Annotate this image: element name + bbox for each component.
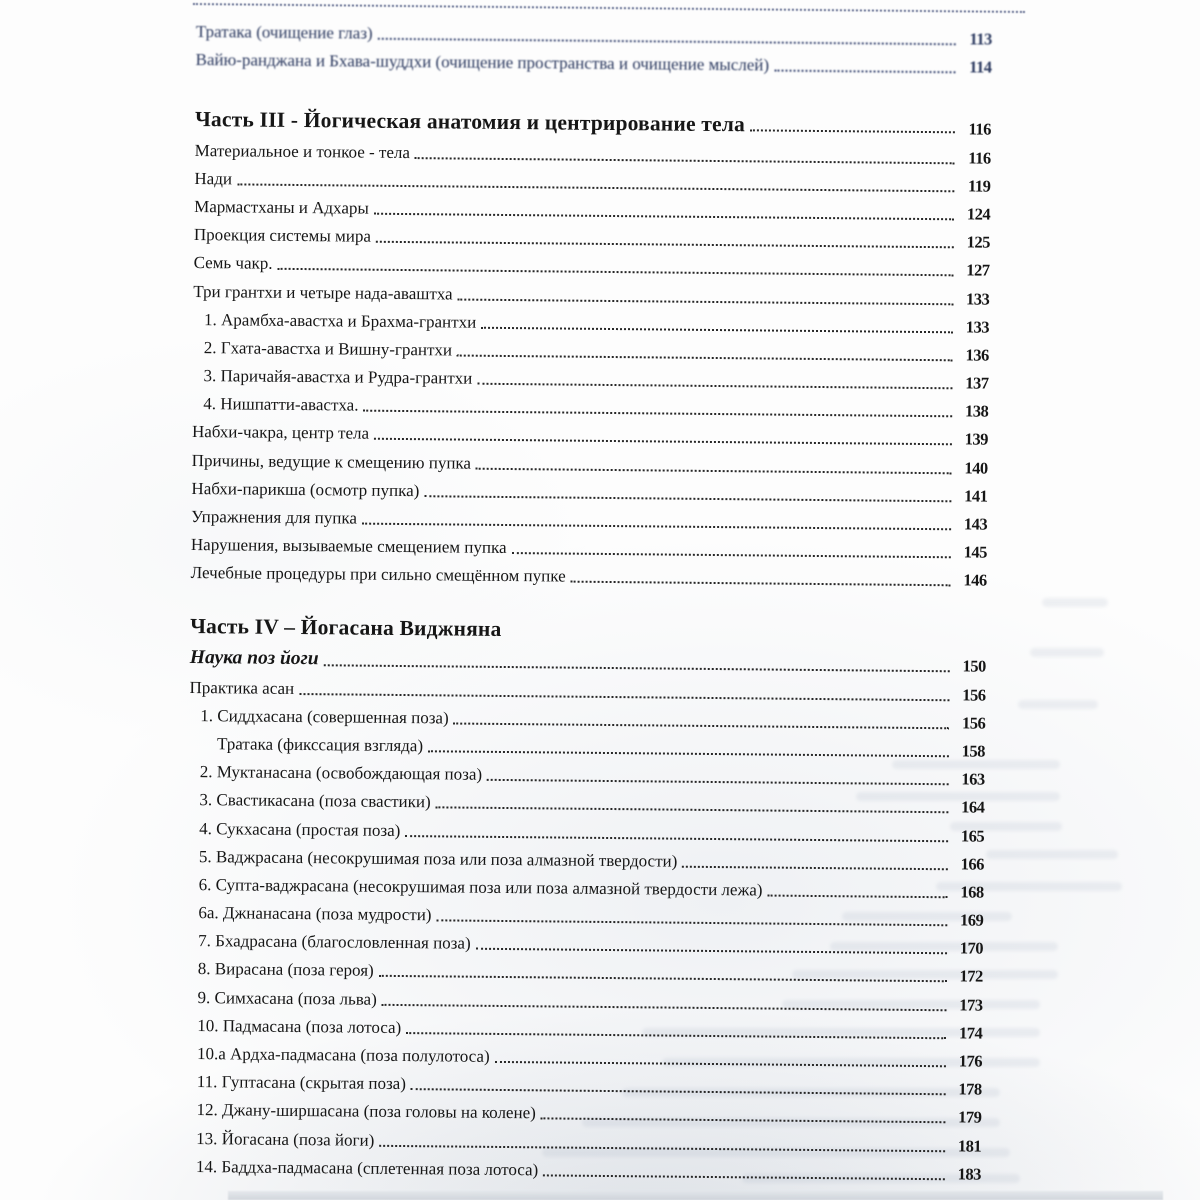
page-number: 137 [965,373,989,393]
entry-title: 8. Вирасана (поза героя) [197,959,374,981]
page-number: 158 [961,741,986,761]
leader-dots [415,157,955,164]
showthrough-mark [1018,700,1098,709]
page-number: 145 [963,542,987,562]
entry-title: 6. Супта-ваджрасана (несокрушимая поза или поза алмазной твердости лежа) [198,874,763,900]
leader-dots [374,213,954,221]
entry-title: 13. Йогасана (поза йоги) [196,1128,375,1150]
leader-dots [541,1118,946,1124]
entry-title: Тратака (очищение глаз) [195,22,373,43]
entry-title: Семь чакр. [193,253,273,274]
showthrough-mark [1030,648,1104,657]
entry-title: Мармастханы и Адхары [194,196,369,218]
page-number: 140 [964,458,988,478]
page-number: 174 [958,1023,983,1043]
leader-dots [487,779,949,785]
entry-title: 3. Паричайя-авастха и Рудра-грантхи [203,366,473,388]
leader-dots [378,38,956,46]
page-number: 156 [961,713,986,733]
leader-dots [324,665,950,673]
leader-dots [363,410,952,418]
page-number: 179 [958,1107,982,1127]
entry-title: 10.а Ардха-падмасана (поза полулотоса) [196,1044,490,1066]
page-number: 146 [963,570,987,590]
entry-title: 4. Нишпатти-авастха. [203,394,359,415]
toc-list [185,16,992,1186]
page-bottom-edge [228,1191,1163,1200]
page-number: 124 [966,204,991,224]
section-heading [190,605,986,649]
leader-dots [436,919,947,926]
entry-title: 6а. Джнанасана (поза мудрости) [198,903,432,925]
page-number: 164 [961,797,985,817]
entry-title: 5. Ваджрасана (несокрушимая поза или поза алмазной твердости) [198,846,678,871]
section-heading [195,98,991,142]
page-number: 116 [968,119,992,140]
page-number: 178 [958,1079,982,1099]
page-number: 168 [960,882,984,902]
entry-title: 1. Арамбха-авастха и Брахма-грантхи [203,309,477,332]
entry-title: Часть IV – Йогасана Виджняна [190,614,502,642]
leader-dots [411,1088,946,1095]
page-number: 133 [965,288,990,309]
entry-title: 3. Свастикасана (поза свастики) [199,790,431,812]
entry-title: Набхи-парикша (осмотр пупка) [191,478,420,500]
page-number: 150 [962,656,986,676]
leader-dots [512,552,951,558]
entry-title: Три грантхи и четыре нада-аваштха [193,281,453,303]
page-number: 136 [965,345,989,365]
leader-dots [376,241,954,249]
entry-title: 4. Сукхасана (простая поза) [199,818,401,840]
leader-dots [477,383,952,390]
page-number: 170 [959,938,984,958]
entry-title: Упражнения для пупка [191,506,358,528]
entry-title: 12. Джану-ширшасана (поза головы на колене) [196,1100,536,1123]
leader-dots [299,693,949,701]
page-number: 156 [962,684,986,705]
page-number: 138 [964,401,989,421]
page-number: 176 [958,1051,983,1071]
leader-dots [495,1061,946,1067]
entry-title: Лечебные процедуры при сильно смещённом пупке [190,563,566,586]
leader-dots [428,750,949,757]
leader-dots [362,523,951,531]
leader-dots [237,183,954,192]
leader-dots [374,438,952,446]
leader-dots [424,495,951,502]
leader-dots [436,807,949,814]
leader-dots [454,722,950,729]
page-number: 141 [964,486,988,506]
page-number: 165 [960,825,985,846]
entry-title: 2. Гхата-авастха и Вишну-грантхи [203,337,453,360]
page-number: 139 [964,429,989,450]
entry-title: Тратака (фикссация взгляда) [216,734,424,756]
entry-title: Нарушения, вызываемые смещением пупка [190,535,507,558]
leader-dots [682,865,948,870]
leader-dots [379,1144,945,1151]
page-number: 172 [959,966,983,987]
page-number: 169 [960,910,984,930]
entry-title: 1. Сиддхасана (совершенная поза) [200,705,449,728]
page-number: 143 [963,514,988,534]
page-number: 133 [965,317,990,337]
entry-title: 11. Гуптасана (скрытая поза) [196,1072,407,1094]
leader-dots [458,298,954,305]
page-number: 173 [959,994,983,1015]
page-number: 166 [960,854,984,874]
leader-dots [379,975,947,982]
page-number: 127 [966,260,990,280]
leader-dots [476,948,947,955]
leader-dots [774,70,955,74]
page-number: 116 [968,147,991,168]
entry-title: Нади [194,168,233,189]
page-number: 119 [967,176,991,196]
page-number: 163 [961,769,985,789]
page-number: 183 [957,1164,982,1184]
entry-title: 10. Падмасана (поза лотоса) [197,1015,402,1037]
entry-title: Проекция системы мира [193,225,372,246]
entry-title: 9. Симхасана (поза льва) [197,987,377,1009]
entry-title: 14. Баддха-падмасана (сплетенная поза лотоса) [195,1156,539,1180]
leader-dots [481,326,953,333]
leader-dots [278,268,954,276]
leader-dots [571,581,951,587]
entry-title: Набхи-чакра, центр тела [191,422,370,444]
entry-title: Причины, ведущие к смещению пупка [191,450,472,473]
page-number: 181 [957,1135,982,1156]
showthrough-mark [1042,598,1108,607]
leader-dots [406,1032,946,1039]
entry-title: 2. Муктанасана (освобождающая поза) [199,762,483,784]
page-number: 125 [966,232,990,252]
entry-title: 7. Бхадрасана (благословленная поза) [198,931,471,953]
entry-title: Вайю-ранджана и Бхава-шуддхи (очищение пространства и очищение мыслей) [195,50,770,75]
leader-dots [457,354,953,361]
page-number: 113 [969,29,992,49]
leader-dots [405,835,948,842]
page-number: 114 [969,57,992,78]
entry-title: Часть III - Йогическая анатомия и центрирование тела [194,107,746,137]
showthrough-mark [986,850,1118,859]
leader-dots [767,894,947,898]
leader-dots [750,130,955,134]
entry-title: Практика асан [189,677,295,698]
leader-dots [382,1003,947,1010]
entry-title: Наука поз йоги [189,647,319,670]
leader-dots [476,467,952,474]
leader-dots [543,1174,945,1180]
entry-title: Материальное и тонкое - тела [194,140,411,162]
